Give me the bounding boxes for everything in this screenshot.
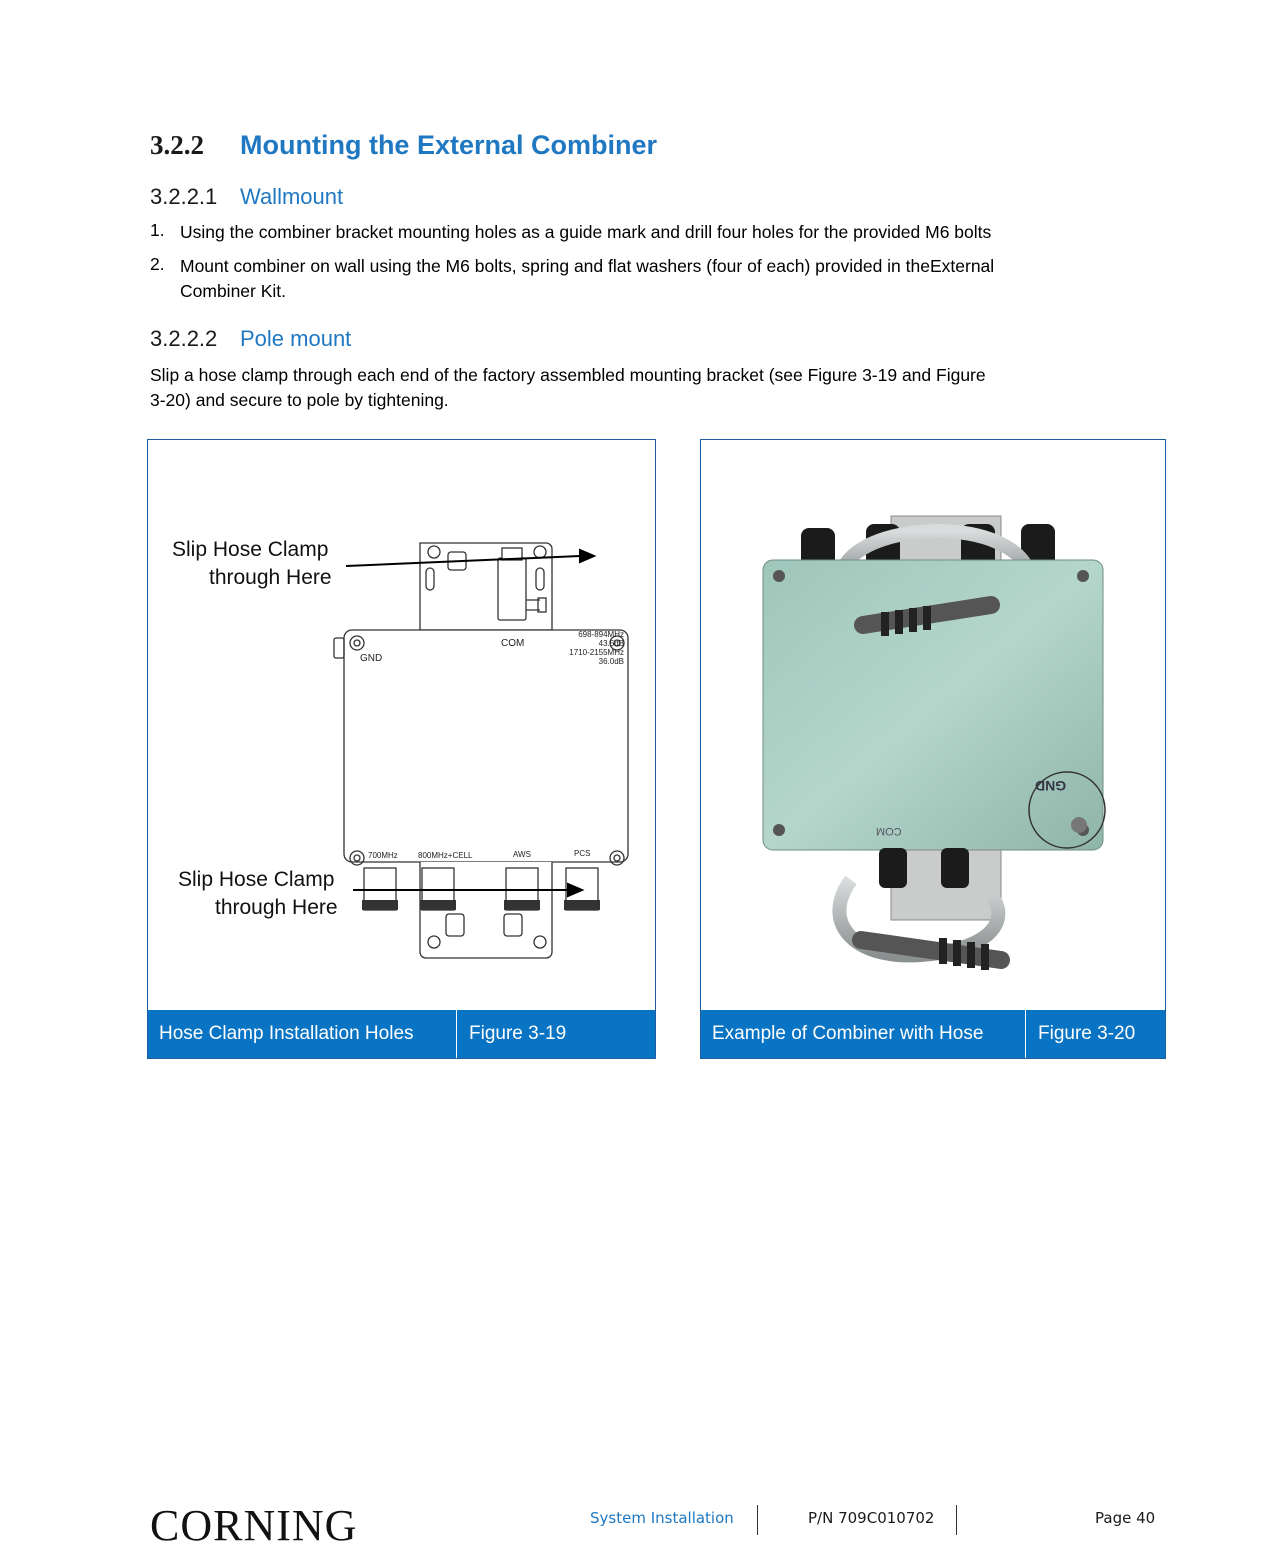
port-label-700: 700MHz xyxy=(368,851,398,860)
section-title: Mounting the External Combiner xyxy=(240,130,658,160)
footer-divider xyxy=(757,1505,758,1535)
spec-line: 1710-2155MHz xyxy=(569,648,624,657)
figure-caption-bar xyxy=(701,1010,1165,1058)
clamp-label-top-line2: through Here xyxy=(209,566,332,589)
list-item-text: Mount combiner on wall using the M6 bolts, spring and flat washers (four of each) provided in theExternal xyxy=(180,256,995,276)
subsection-title-pole: Pole mount xyxy=(240,326,352,351)
figure-number: Figure 3-20 xyxy=(1038,1023,1136,1044)
gnd-label: GND xyxy=(360,653,383,664)
port-label-pcs: PCS xyxy=(574,849,591,858)
figure-caption: Hose Clamp Installation Holes xyxy=(159,1023,414,1044)
gnd-marking: GND xyxy=(1035,778,1067,794)
footer-section: System Installation xyxy=(590,1509,734,1527)
paragraph: Slip a hose clamp through each end of the factory assembled mounting bracket (see Figure 3-19 and Figure xyxy=(150,365,986,385)
clamp-label-bottom-line2: through Here xyxy=(215,896,338,919)
list-item-number: 1. xyxy=(150,220,165,240)
clamp-label-top-line1: Slip Hose Clamp xyxy=(172,538,329,561)
combiner-line-drawing xyxy=(148,440,655,1010)
footer-divider xyxy=(956,1505,957,1535)
spec-line: 36.0dB xyxy=(598,657,624,666)
subsection-number-wallmount: 3.2.2.1 xyxy=(150,184,218,209)
corning-logo: CORNING xyxy=(150,1501,358,1550)
port-label-aws: AWS xyxy=(513,850,531,859)
section-number: 3.2.2 xyxy=(150,130,204,160)
combiner-photo xyxy=(701,440,1165,1010)
figure-3-20 xyxy=(700,439,1166,1059)
spec-block xyxy=(552,630,624,666)
list-item-number: 2. xyxy=(150,254,165,274)
com-label: COM xyxy=(501,638,525,649)
subsection-number-pole: 3.2.2.2 xyxy=(150,326,218,351)
footer-page-number: Page 40 xyxy=(1095,1509,1156,1527)
figure-3-19 xyxy=(147,439,656,1059)
com-marking: COM xyxy=(876,825,902,837)
paragraph-cont: 3-20) and secure to pole by tightening. xyxy=(150,390,449,410)
spec-line: 43.5dB xyxy=(598,639,624,648)
subsection-title-wallmount: Wallmount xyxy=(240,184,344,209)
clamp-label-bottom-line1: Slip Hose Clamp xyxy=(178,868,335,891)
port-label-800: 800MHz+CELL xyxy=(418,851,473,860)
figure-number: Figure 3-19 xyxy=(469,1023,567,1044)
figure-caption: Example of Combiner with Hose xyxy=(712,1023,984,1044)
footer-part-number: P/N 709C010702 xyxy=(808,1509,935,1527)
caption-divider xyxy=(1025,1010,1026,1058)
caption-divider xyxy=(456,1010,457,1058)
list-item-text: Using the combiner bracket mounting holes as a guide mark and drill four holes for the provided M6 bolts xyxy=(180,222,992,242)
list-item-text-cont: Combiner Kit. xyxy=(180,281,287,301)
figure-caption-bar xyxy=(148,1010,655,1058)
spec-line: 698-894MHz xyxy=(578,630,624,639)
